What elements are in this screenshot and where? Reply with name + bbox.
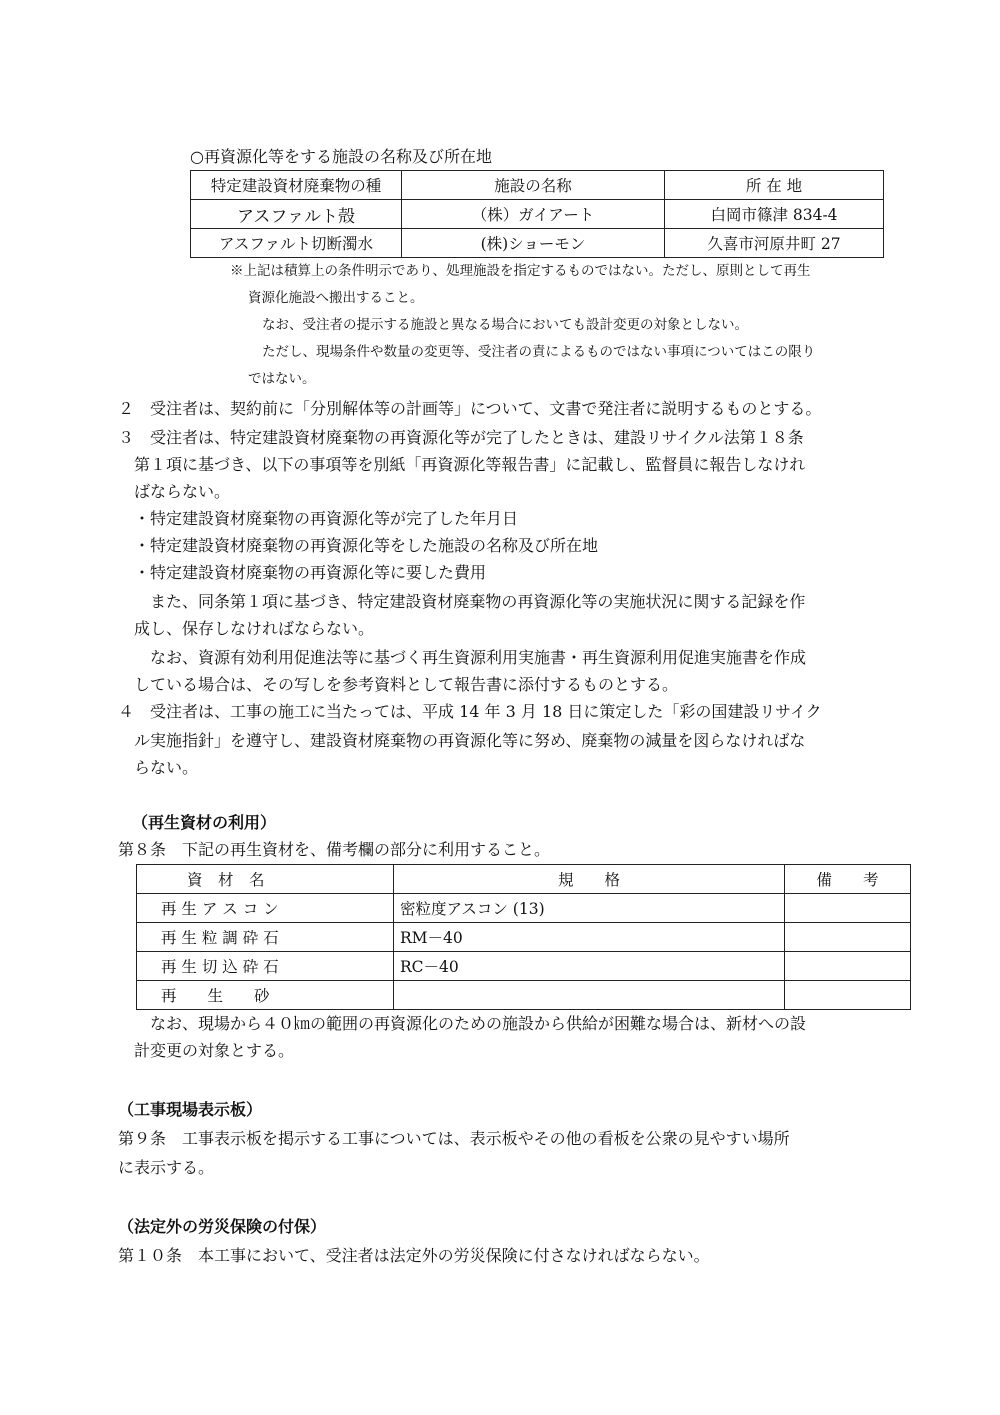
item-4: ４ 受注者は、工事の施工に当たっては、平成 14 年 3 月 18 日に策定した「彩の国建設リサイク bbox=[118, 702, 822, 721]
table-cell bbox=[785, 923, 911, 952]
table-cell: 再 生 切 込 砕 石 bbox=[137, 952, 394, 981]
table-header-row bbox=[137, 865, 911, 894]
facility-note-line: ※上記は積算上の条件明示であり、処理施設を指定するものではない。ただし、原則として再生 bbox=[230, 263, 811, 279]
table-header-row bbox=[191, 171, 884, 200]
table-cell: 密粒度アスコン (13) bbox=[394, 894, 785, 923]
facility-note-line: ではない。 bbox=[248, 371, 316, 387]
table-cell bbox=[394, 981, 785, 1010]
section-heading: （工事現場表示板） bbox=[118, 1100, 263, 1119]
section-heading: （再生資材の利用） bbox=[132, 813, 277, 832]
bullet-item: ・特定建設資材廃棄物の再資源化等に要した費用 bbox=[134, 563, 487, 582]
table-row bbox=[191, 200, 884, 229]
facility-note-line: ただし、現場条件や数量の変更等、受注者の責によるものではない事項についてはこの限り bbox=[262, 344, 816, 360]
table-row bbox=[137, 894, 911, 923]
table-cell: 再 生 ア ス コ ン bbox=[137, 894, 394, 923]
table-cell: (株)ショーモン bbox=[402, 229, 665, 258]
section-heading: （法定外の労災保険の付保） bbox=[118, 1217, 327, 1236]
table-row bbox=[137, 981, 911, 1010]
paragraph-line: 成し、保存しなければならない。 bbox=[134, 619, 375, 638]
facility-heading: ○再資源化等をする施設の名称及び所在地 bbox=[190, 147, 492, 166]
table-header-cell: 所 在 地 bbox=[665, 171, 884, 200]
item-2: ２ 受注者は、契約前に「分別解体等の計画等」について、文書で発注者に説明するものとする。 bbox=[118, 399, 822, 418]
materials-table bbox=[136, 864, 911, 1010]
bullet-item: ・特定建設資材廃棄物の再資源化等をした施設の名称及び所在地 bbox=[134, 536, 599, 555]
article-10-text: 第１０条 本工事において、受注者は法定外の労災保険に付さなければならない。 bbox=[118, 1246, 710, 1265]
table-cell: （株）ガイアート bbox=[402, 200, 665, 229]
table-cell: RM－40 bbox=[394, 923, 785, 952]
table-header-cell: 規 格 bbox=[394, 865, 785, 894]
table-cell: RC－40 bbox=[394, 952, 785, 981]
item-3: ３ 受注者は、特定建設資材廃棄物の再資源化等が完了したときは、建設リサイクル法第１８条 bbox=[118, 428, 804, 447]
table-row bbox=[137, 952, 911, 981]
facility-note-line: 資源化施設へ搬出すること。 bbox=[248, 290, 424, 306]
table-header-cell: 資 材 名 bbox=[137, 865, 394, 894]
paragraph-line: なお、資源有効利用促進法等に基づく再生資源利用実施書・再生資源利用促進実施書を作成 bbox=[150, 648, 807, 667]
table-row bbox=[191, 229, 884, 258]
table-cell: アスファルト殻 bbox=[191, 200, 402, 229]
table-cell: 再 生 粒 調 砕 石 bbox=[137, 923, 394, 952]
paragraph-line: また、同条第１項に基づき、特定建設資材廃棄物の再資源化等の実施状況に関する記録を作 bbox=[150, 592, 806, 611]
table-cell bbox=[785, 894, 911, 923]
item-3-cont: 第１項に基づき、以下の事項等を別紙「再資源化等報告書」に記載し、監督員に報告しなけれ bbox=[134, 455, 806, 474]
table-cell: アスファルト切断濁水 bbox=[191, 229, 402, 258]
article-8-text: 第８条 下記の再生資材を、備考欄の部分に利用すること。 bbox=[118, 840, 551, 859]
paragraph-line: している場合は、その写しを参考資料として報告書に添付するものとする。 bbox=[134, 675, 679, 694]
table-cell: 再 生 砂 bbox=[137, 981, 394, 1010]
facility-note-line: なお、受注者の提示する施設と異なる場合においても設計変更の対象としない。 bbox=[262, 317, 748, 333]
item-4-cont: らない。 bbox=[134, 758, 199, 777]
table-header-cell: 備 考 bbox=[785, 865, 911, 894]
article-9-text: 第９条 工事表示板を掲示する工事については、表示板やその他の看板を公衆の見やすい場所 bbox=[118, 1129, 790, 1148]
item-4-cont: ル実施指針」を遵守し、建設資材廃棄物の再資源化等に努め、廃棄物の減量を図らなければな bbox=[134, 731, 806, 750]
table-cell: 白岡市篠津 834-4 bbox=[665, 200, 884, 229]
article-9-text: に表示する。 bbox=[118, 1158, 215, 1177]
table-header-cell: 施設の名称 bbox=[402, 171, 665, 200]
table-cell bbox=[785, 981, 911, 1010]
facility-table bbox=[190, 170, 884, 258]
item-3-cont: ばならない。 bbox=[134, 482, 231, 501]
table-header-cell: 特定建設資材廃棄物の種 bbox=[191, 171, 402, 200]
table-row bbox=[137, 923, 911, 952]
bullet-item: ・特定建設資材廃棄物の再資源化等が完了した年月日 bbox=[134, 509, 519, 528]
article-8-note: なお、現場から４０㎞の範囲の再資源化のための施設から供給が困難な場合は、新材への設 bbox=[150, 1014, 807, 1033]
article-8-note: 計変更の対象とする。 bbox=[134, 1041, 295, 1060]
table-cell: 久喜市河原井町 27 bbox=[665, 229, 884, 258]
table-cell bbox=[785, 952, 911, 981]
